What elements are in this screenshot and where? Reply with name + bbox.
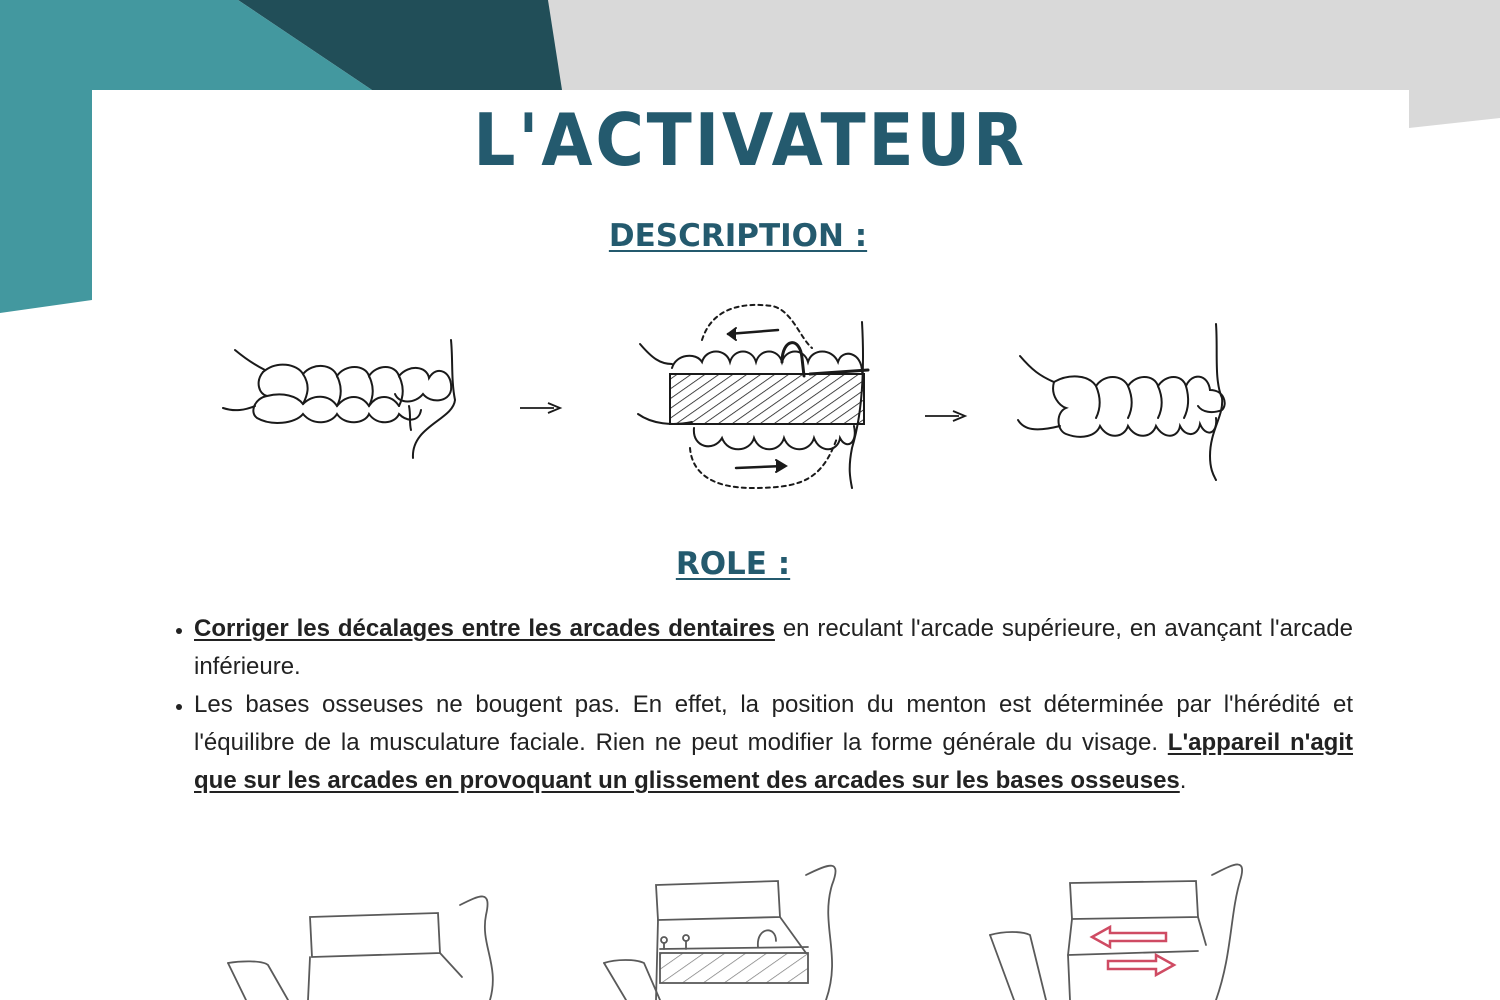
arrow-right-icon xyxy=(923,408,968,424)
role-item-2-text: Les bases osseuses ne bougent pas. En effet, la position du menton est déterminée par l'hérédité et l'équilibre de la musculature faciale. Rien ne peut modifier la forme générale du visage. xyxy=(194,691,1353,756)
role-list-container xyxy=(160,610,1353,800)
teeth-after-illustration xyxy=(1010,320,1240,485)
role-heading: ROLE : xyxy=(675,546,791,582)
description-heading: DESCRIPTION : xyxy=(608,218,868,254)
bottom-sketches xyxy=(0,845,1500,1000)
role-item-1-emphasis: Corriger les décalages entre les arcades dentaires xyxy=(194,615,775,642)
sketch-jaw-2 xyxy=(604,866,836,1000)
page-title: L'ACTIVATEUR xyxy=(473,98,1027,182)
role-item-1 xyxy=(194,610,1353,686)
role-item-2 xyxy=(194,686,1353,800)
teeth-activator-illustration xyxy=(632,298,877,496)
role-item-2-end: . xyxy=(1179,767,1187,794)
arrow-right-icon xyxy=(518,400,563,416)
role-item-2-emphasis: L'appareil n'agit que sur les arcades en provoquant un glissement des arcades sur les bases osseuses xyxy=(194,729,1354,794)
sketch-jaw-1 xyxy=(228,896,493,1000)
teeth-before-illustration xyxy=(215,330,465,465)
role-list xyxy=(160,610,1353,800)
role-item-1-text: en reculant l'arcade supérieure, en avançant l'arcade inférieure. xyxy=(194,615,1353,680)
red-arrow-right-icon xyxy=(1108,955,1174,975)
red-arrow-left-icon xyxy=(1092,927,1166,947)
